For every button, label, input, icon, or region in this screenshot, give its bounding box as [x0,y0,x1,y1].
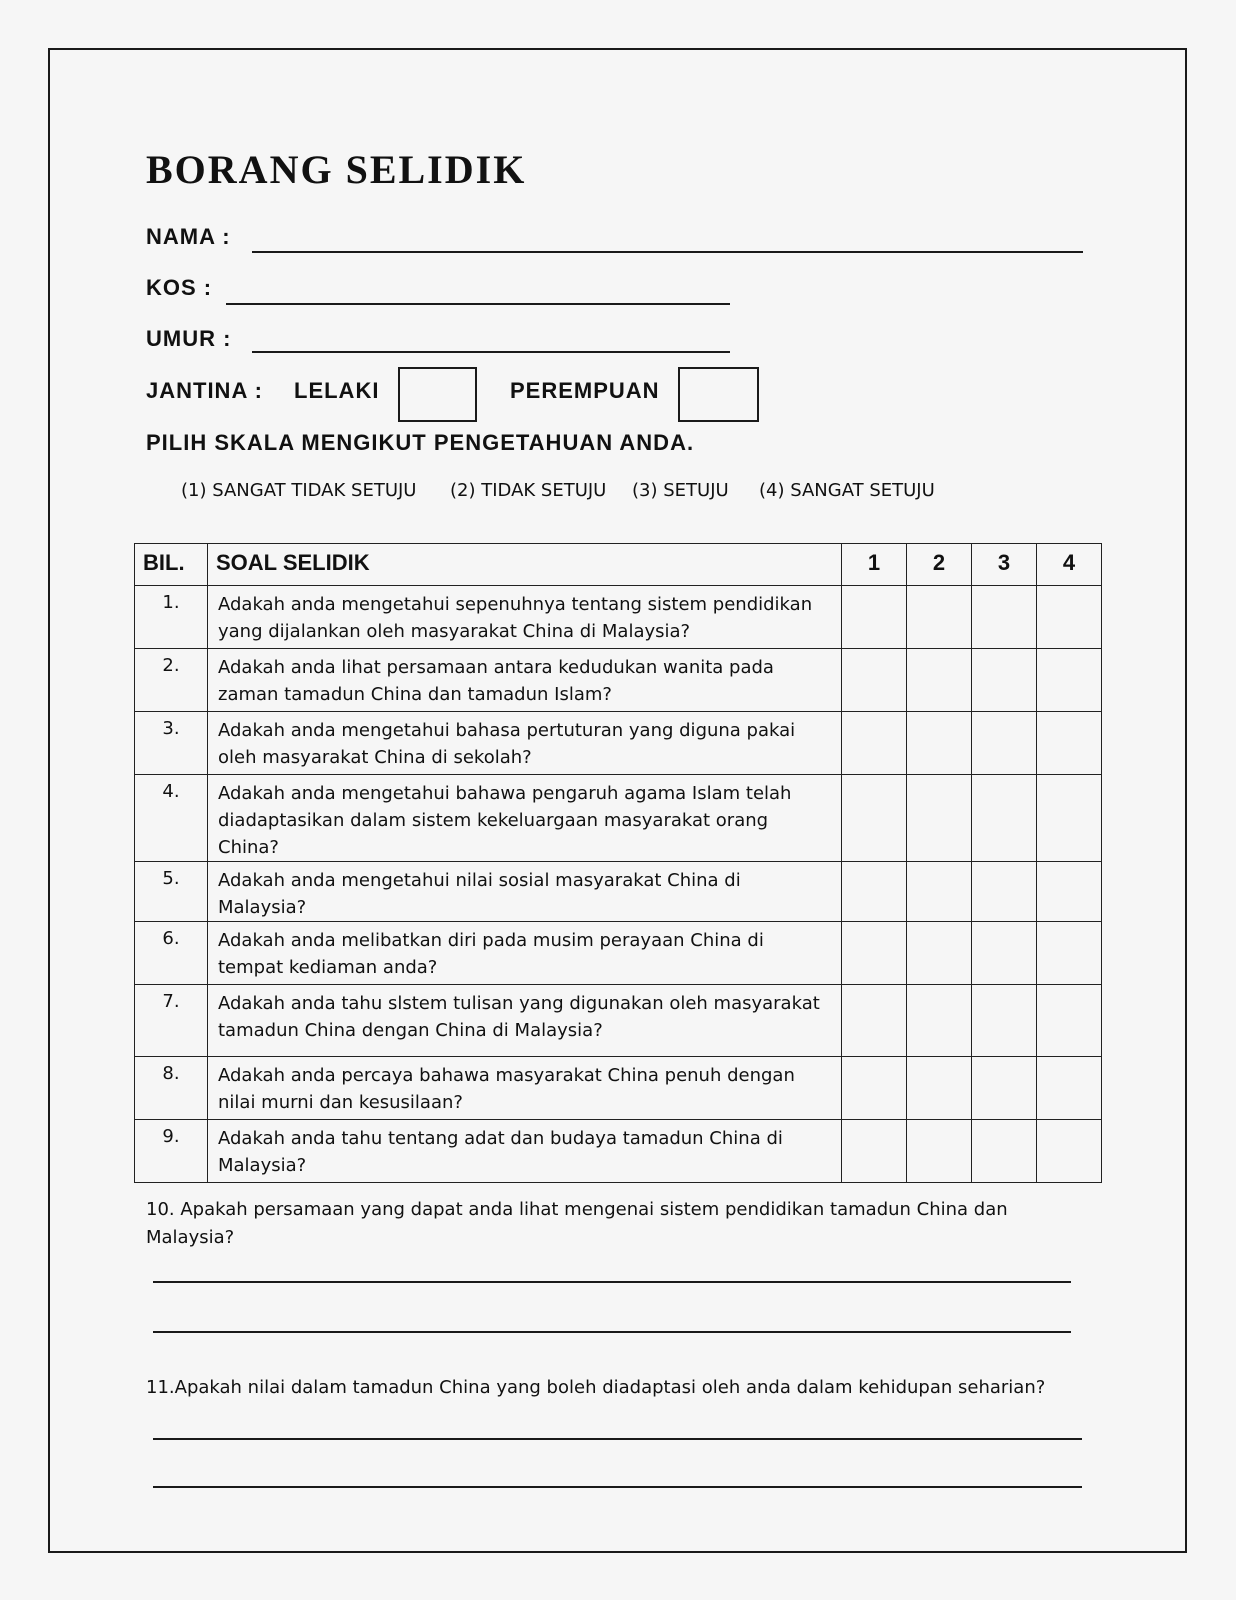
table-row [135,1120,1102,1183]
rating-cell-1[interactable] [842,862,907,922]
rating-cell-2[interactable] [907,1057,972,1120]
rating-cell-1[interactable] [842,586,907,649]
jantina-label: JANTINA : [146,378,263,403]
umur-label: UMUR : [146,326,232,351]
question-text: Adakah anda melibatkan diri pada musim perayaan China di tempat kediaman anda? [208,922,842,985]
rating-cell-4[interactable] [1037,922,1102,985]
nama-field[interactable] [252,251,1083,253]
kos-label: KOS : [146,275,213,300]
rating-cell-4[interactable] [1037,985,1102,1057]
rating-cell-2[interactable] [907,985,972,1057]
perempuan-checkbox[interactable] [678,367,759,422]
rating-cell-1[interactable] [842,712,907,775]
rating-cell-3[interactable] [972,985,1037,1057]
question-text: Adakah anda percaya bahawa masyarakat China penuh dengan nilai murni dan kesusilaan? [208,1057,842,1120]
question-text: Adakah anda mengetahui sepenuhnya tentang sistem pendidikan yang dijalankan oleh masyarakat China di Malaysia? [208,586,842,649]
table-row [135,775,1102,862]
question-text: Adakah anda lihat persamaan antara kedudukan wanita pada zaman tamadun China dan tamadun Islam? [208,649,842,712]
question-text: Adakah anda mengetahui bahasa pertuturan yang diguna pakai oleh masyarakat China di sekolah? [208,712,842,775]
rating-cell-1[interactable] [842,1120,907,1183]
table-row [135,712,1102,775]
rating-cell-3[interactable] [972,1057,1037,1120]
rating-cell-4[interactable] [1037,1120,1102,1183]
rating-cell-1[interactable] [842,1057,907,1120]
rating-cell-3[interactable] [972,586,1037,649]
instruction: PILIH SKALA MENGIKUT PENGETAHUAN ANDA. [146,430,695,455]
rating-cell-4[interactable] [1037,1057,1102,1120]
survey-table [134,543,1102,1183]
row-number: 8. [135,1057,208,1120]
question-11: 11.Apakah nilai dalam tamadun China yang boleh diadaptasi oleh anda dalam kehidupan seharian? [146,1377,1046,1398]
rating-cell-4[interactable] [1037,586,1102,649]
rating-cell-3[interactable] [972,1120,1037,1183]
header-1: 1 [842,544,907,586]
rating-cell-3[interactable] [972,922,1037,985]
answer-11-line-2[interactable] [153,1486,1082,1488]
row-number: 7. [135,985,208,1057]
rating-cell-3[interactable] [972,712,1037,775]
rating-cell-3[interactable] [972,862,1037,922]
lelaki-checkbox[interactable] [398,367,477,422]
row-number: 3. [135,712,208,775]
rating-cell-4[interactable] [1037,712,1102,775]
table-row [135,862,1102,922]
question-text: Adakah anda tahu slstem tulisan yang digunakan oleh masyarakat tamadun China dengan China di Malaysia? [208,985,842,1057]
scale-3: (3) SETUJU [632,480,729,501]
question-10: 10. Apakah persamaan yang dapat anda lihat mengenai sistem pendidikan tamadun China dan Malaysia? [146,1199,1008,1248]
umur-field[interactable] [252,351,730,353]
row-number: 1. [135,586,208,649]
question-text: Adakah anda tahu tentang adat dan budaya tamadun China di Malaysia? [208,1120,842,1183]
scale-1: (1) SANGAT TIDAK SETUJU [181,480,417,501]
rating-cell-4[interactable] [1037,862,1102,922]
header-bil: BIL. [135,544,208,586]
answer-10-line-2[interactable] [153,1331,1071,1333]
scale-4: (4) SANGAT SETUJU [759,480,935,501]
scale-2: (2) TIDAK SETUJU [450,480,607,501]
rating-cell-1[interactable] [842,775,907,862]
row-number: 6. [135,922,208,985]
table-row [135,649,1102,712]
rating-cell-2[interactable] [907,775,972,862]
table-row [135,586,1102,649]
rating-cell-2[interactable] [907,649,972,712]
rating-cell-2[interactable] [907,712,972,775]
rating-cell-3[interactable] [972,649,1037,712]
table-row [135,985,1102,1057]
kos-field[interactable] [226,303,730,305]
row-number: 4. [135,775,208,862]
rating-cell-2[interactable] [907,586,972,649]
question-text: Adakah anda mengetahui nilai sosial masyarakat China di Malaysia? [208,862,842,922]
perempuan-label: PEREMPUAN [510,378,660,403]
nama-label: NAMA : [146,224,231,249]
table-row [135,922,1102,985]
lelaki-label: LELAKI [294,378,380,403]
rating-cell-4[interactable] [1037,775,1102,862]
rating-cell-1[interactable] [842,649,907,712]
rating-cell-4[interactable] [1037,649,1102,712]
question-text: Adakah anda mengetahui bahawa pengaruh agama Islam telah diadaptasikan dalam sistem kekeluargaan masyarakat orang China? [208,775,842,862]
row-number: 2. [135,649,208,712]
rating-cell-3[interactable] [972,775,1037,862]
rating-cell-2[interactable] [907,1120,972,1183]
answer-10-line-1[interactable] [153,1281,1071,1283]
header-soal: SOAL SELIDIK [208,544,842,586]
row-number: 9. [135,1120,208,1183]
rating-cell-2[interactable] [907,922,972,985]
page-title: BORANG SELIDIK [146,147,527,192]
rating-cell-1[interactable] [842,922,907,985]
rating-cell-1[interactable] [842,985,907,1057]
table-row [135,1057,1102,1120]
header-4: 4 [1037,544,1102,586]
rating-cell-2[interactable] [907,862,972,922]
answer-11-line-1[interactable] [153,1438,1082,1440]
row-number: 5. [135,862,208,922]
header-3: 3 [972,544,1037,586]
table-header [135,544,1102,586]
header-2: 2 [907,544,972,586]
